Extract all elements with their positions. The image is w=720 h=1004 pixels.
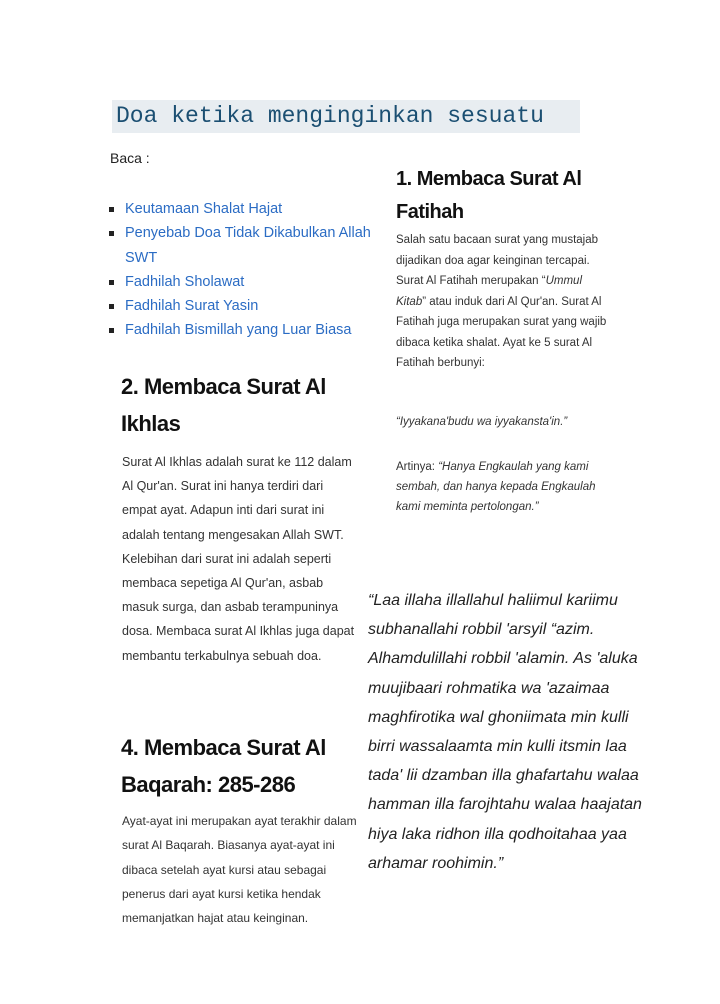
section1-body-italic: Ummul Kitab <box>396 275 583 308</box>
translation-text: “Hanya Engkaulah yang kami sembah, dan hanya kepada Engkaulah kami meminta pertolongan.” <box>396 461 596 513</box>
related-link-text[interactable]: Fadhilah Bismillah yang Luar Biasa <box>125 322 352 339</box>
related-link[interactable] <box>108 270 388 294</box>
section1-quote: “Iyyakana'budu wa iyyakansta'in.” <box>396 416 568 428</box>
related-link-text[interactable]: Penyebab Doa Tidak Dikabulkan Allah SWT <box>125 225 371 266</box>
related-link-text[interactable]: Keutamaan Shalat Hajat <box>125 201 283 217</box>
section2-body: Surat Al Ikhlas adalah surat ke 112 dalam Al Qur'an. Surat ini hanya terdiri dari empat ayat. Adapun inti dari surat ini adalah tentang mengesakan Allah SWT. Kelebihan dari surat ini adalah seperti membaca sepetiga Al Qur'an, asbab masuk surga, dan asbab terampuninya dosa. Membaca surat Al Ikhlas juga dapat membantu terkabulnya sebuah doa. <box>122 455 355 663</box>
section1-body-text: Salah satu bacaan surat yang mustajab dijadikan doa agar keinginan tercapai. Surat Al Fatihah merupakan “ <box>396 234 599 287</box>
bullet-icon <box>109 280 114 285</box>
related-link-text[interactable]: Fadhilah Surat Yasin <box>125 298 259 315</box>
section1-translation <box>396 457 621 517</box>
related-link[interactable] <box>108 318 388 342</box>
related-link[interactable] <box>108 294 388 318</box>
bullet-icon <box>109 304 114 309</box>
bullet-icon <box>109 207 114 212</box>
related-link[interactable] <box>108 221 388 270</box>
section4-heading: 4. Membaca Surat Al Baqarah: 285-286 <box>121 735 326 797</box>
baca-label: Baca : <box>110 150 150 166</box>
page-title: Doa ketika menginginkan sesuatu <box>112 100 580 133</box>
section1-body <box>396 230 611 374</box>
section1-heading: 1. Membaca Surat Al Fatihah <box>396 168 582 223</box>
bullet-icon <box>109 328 114 333</box>
related-link-text[interactable]: Fadhilah Sholawat <box>125 273 245 290</box>
bullet-icon <box>109 231 114 236</box>
section2-heading: 2. Membaca Surat Al Ikhlas <box>121 374 326 436</box>
related-links-list <box>108 197 388 343</box>
translation-label: Artinya: <box>396 461 439 473</box>
section1-body-text-end: ” atau induk dari Al Qur'an. Surat Al Fatihah juga merupakan surat yang wajib dibaca ketika shalat. Ayat ke 5 surat Al Fatihah berbunyi: <box>396 295 607 369</box>
related-link[interactable] <box>108 197 388 221</box>
section4-body: Ayat-ayat ini merupakan ayat terakhir dalam surat Al Baqarah. Biasanya ayat-ayat ini dibaca setelah ayat kursi atau sebagai penerus dari ayat kursi ketika hendak memanjatkan hajat atau keinginan. <box>122 814 357 926</box>
dua-text: “Laa illaha illallahul haliimul kariimu subhanallahi robbil 'arsyil “azim. Alhamdulillahi robbil 'alamin. As 'aluka muujibaari rohmatika wa 'azaimaa maghfirotika wal ghoniimata min kulli birri wassalaamta min kulli itsmin laa tada' lii dzamban illa ghafartahu walaa hamman illa farojhtahu walaa haajatan hiya laka ridhon illa qodhoitahaa yaa arhamar roohimin.” <box>368 592 642 872</box>
